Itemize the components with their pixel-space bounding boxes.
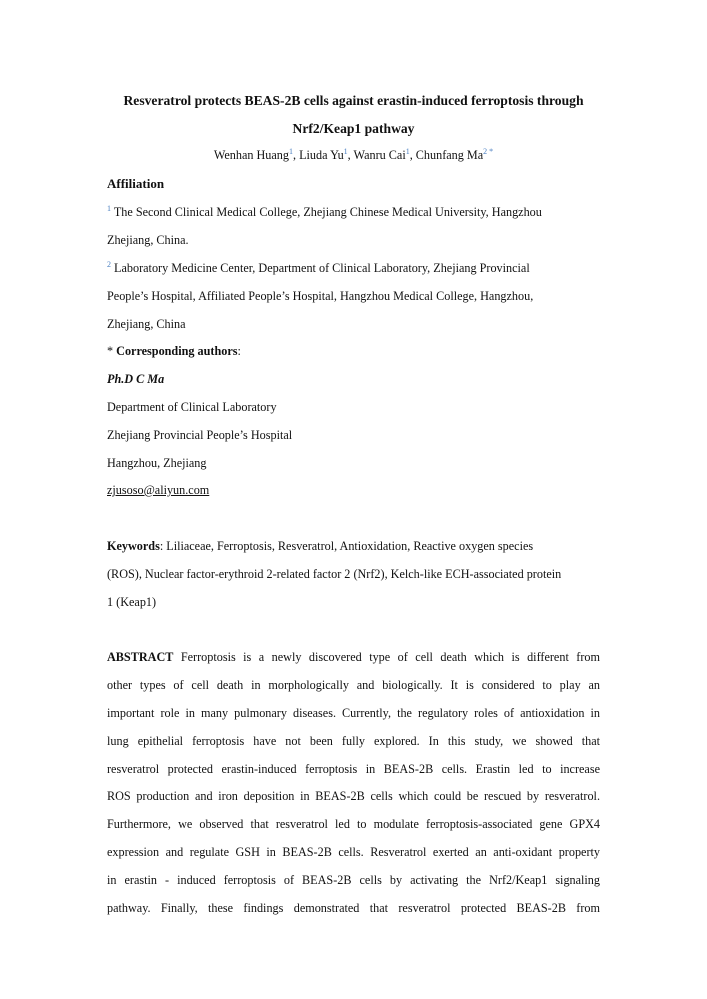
correspondence-label: Corresponding authors	[116, 344, 238, 358]
abstract-line-4: lung epithelial ferroptosis have not been fully explored. In this study, we showed that	[107, 734, 600, 748]
affiliation-2-line-1	[107, 260, 600, 276]
affiliation-2-text: Laboratory Medicine Center, Department of Clinical Laboratory, Zhejiang Provincial	[114, 261, 530, 275]
affiliation-1-line-2: Zhejiang, China.	[107, 233, 189, 247]
abstract-line-1	[107, 649, 600, 665]
author-name: Wanru Cai	[353, 148, 406, 162]
paper-title-line-2: Nrf2/Keap1 pathway	[292, 121, 415, 136]
affiliation-2-mark: 2	[107, 259, 111, 269]
author-affiliation-mark: 1	[343, 146, 348, 156]
abstract-line-10: pathway. Finally, these findings demonstrated that resveratrol protected BEAS-2B from	[107, 901, 600, 915]
paper-title-line-1: Resveratrol protects BEAS-2B cells against erastin-induced ferroptosis through	[123, 93, 584, 108]
keywords-text: : Liliaceae, Ferroptosis, Resveratrol, Antioxidation, Reactive oxygen species	[159, 539, 534, 553]
correspondence-star: *	[107, 344, 117, 358]
author-list: Wenhan Huang$^1$, Liuda Yu$^1$, Wanru Cai$^1$, Chunfang $Ma^{2 *}$	[213, 146, 494, 162]
corresponding-email-link[interactable]: zjusoso@aliyun.com	[107, 483, 210, 497]
author-affiliation-mark: 1	[405, 146, 410, 156]
keywords-label: Keywords	[107, 539, 160, 553]
corresponding-city: Hangzhou, Zhejiang	[107, 456, 207, 470]
affiliation-1-line-1	[107, 204, 600, 220]
abstract-line-7: Furthermore, we observed that resveratrol led to modulate ferroptosis-associated gene GPX4	[107, 817, 600, 831]
affiliation-2-line-2: People’s Hospital, Affiliated People’s Hospital, Hangzhou Medical College, Hangzhou,	[107, 289, 534, 303]
author-affiliation-mark: 2 *	[483, 146, 494, 156]
affiliation-1-mark: 1	[107, 203, 111, 213]
corresponding-author-name: Ph.D C Ma	[107, 372, 165, 386]
corresponding-department: Department of Clinical Laboratory	[107, 400, 277, 414]
abstract-line-5: resveratrol protected erastin-induced ferroptosis in BEAS-2B cells. Erastin led to increase	[107, 762, 600, 776]
abstract-line-8: expression and regulate GSH in BEAS-2B cells. Resveratrol exerted an anti-oxidant property	[107, 845, 600, 859]
keywords-line-2: (ROS), Nuclear factor-erythroid 2-related factor 2 (Nrf2), Kelch-like ECH-associated protein	[107, 567, 562, 581]
abstract-line-9: in erastin - induced ferroptosis of BEAS-2B cells by activating the Nrf2/Keap1 signaling	[107, 873, 600, 887]
abstract-text: Ferroptosis is a newly discovered type of cell death which is different from	[173, 650, 600, 664]
affiliation-heading: Affiliation	[107, 176, 165, 191]
abstract-label: ABSTRACT	[107, 650, 174, 664]
author-name: Chunfang Ma	[415, 148, 484, 162]
corresponding-hospital: Zhejiang Provincial People’s Hospital	[107, 428, 293, 442]
keywords-line-3: 1 (Keap1)	[107, 595, 157, 609]
author-name: Wenhan Huang	[213, 148, 289, 162]
affiliation-1-text: The Second Clinical Medical College, Zhejiang Chinese Medical University, Hangzhou	[113, 205, 542, 219]
keywords-line-1	[107, 538, 600, 554]
affiliation-2-line-3: Zhejiang, China	[107, 317, 186, 331]
abstract-line-6: ROS production and iron deposition in BEAS-2B cells which could be rescued by resveratrol.	[107, 789, 600, 803]
abstract-line-2: other types of cell death in morphologically and biologically. It is considered to play an	[107, 678, 600, 692]
correspondence-colon: :	[237, 344, 241, 358]
abstract-line-3: important role in many pulmonary diseases. Currently, the regulatory roles of antioxidation in	[107, 706, 600, 720]
corresponding-authors-label	[107, 343, 600, 359]
author-affiliation-mark: 1	[289, 146, 293, 156]
author-name: Liuda Yu	[299, 148, 344, 162]
